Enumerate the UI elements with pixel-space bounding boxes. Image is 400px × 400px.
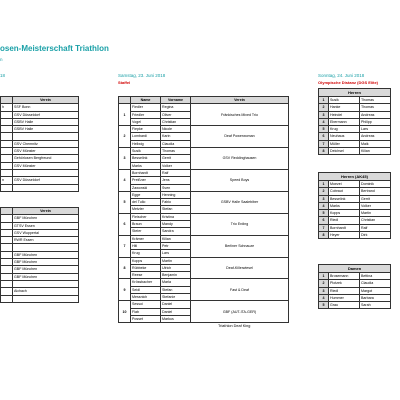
- team-number: 6: [119, 213, 131, 235]
- member-surname: Sessoi: [131, 301, 161, 308]
- athlete-surname: Riedl: [329, 217, 360, 224]
- team-club: Berliner Schnauze: [191, 235, 289, 257]
- left-date: 18: [0, 73, 6, 78]
- member-surname: Krössbacher: [131, 279, 161, 286]
- table-header-cell: [1, 97, 13, 104]
- team-club: Fränkisches Mixed Trio: [191, 104, 289, 126]
- table-row: [319, 148, 391, 155]
- start-number: 7: [319, 140, 329, 147]
- club-cell: [13, 280, 79, 287]
- table-row: [319, 287, 391, 294]
- table-row: [119, 279, 289, 286]
- member-firstname: Benjamin: [161, 272, 191, 279]
- club-cell: GSBV Halle: [13, 118, 79, 125]
- member-surname: Fleischer: [131, 213, 161, 220]
- team-club: Fast & Deaf: [191, 279, 289, 301]
- row-label-cell: [1, 288, 13, 295]
- member-surname: Hitl: [131, 242, 161, 249]
- club-cell: GSV Düsseldorf: [13, 177, 79, 184]
- row-label-cell: [1, 259, 13, 266]
- table-header-cell: Verein: [13, 208, 79, 215]
- table-row: [119, 191, 289, 198]
- start-number: 8: [319, 148, 329, 155]
- start-number: 3: [319, 287, 329, 294]
- table-header-cell: [119, 97, 131, 104]
- member-firstname: Stefan: [161, 286, 191, 293]
- start-number: 2: [319, 104, 329, 111]
- page-title: osen-Meisterschaft Triathlon: [0, 44, 109, 53]
- table-row: [1, 288, 79, 295]
- team-number: 8: [119, 257, 131, 279]
- table-row: [1, 280, 79, 287]
- start-number: 6: [319, 133, 329, 140]
- member-firstname: Karin: [161, 133, 191, 140]
- member-surname: Seidl: [131, 286, 161, 293]
- athlete-surname: Kopps: [329, 210, 360, 217]
- athlete-surname: Neuhaus: [329, 133, 360, 140]
- member-firstname: Lars: [161, 250, 191, 257]
- athlete-surname: Cobraut: [329, 188, 360, 195]
- club-cell: GBF München: [13, 215, 79, 222]
- row-label-cell: [1, 222, 13, 229]
- table-row: [1, 229, 79, 236]
- team-number: 1: [119, 104, 131, 126]
- table-row: [1, 251, 79, 258]
- member-firstname: Petr: [161, 242, 191, 249]
- club-cell: GSV Münster: [13, 148, 79, 155]
- left-table-2: [0, 207, 79, 303]
- table-row: [119, 126, 289, 133]
- row-label-cell: [1, 155, 13, 162]
- athlete-firstname: Barbara: [360, 294, 391, 301]
- row-label-cell: [1, 266, 13, 273]
- athlete-surname: Marks: [329, 202, 360, 209]
- row-label-cell: [1, 162, 13, 169]
- team-number: 4: [119, 169, 131, 191]
- member-surname: Egge: [131, 191, 161, 198]
- table-row: [319, 224, 391, 231]
- table-row: [1, 222, 79, 229]
- member-surname: Rübbeke: [131, 264, 161, 271]
- member-firstname: Claudia: [161, 140, 191, 147]
- athlete-firstname: Andreas: [360, 133, 391, 140]
- row-label-cell: [1, 237, 13, 244]
- member-firstname: Ralf: [161, 169, 191, 176]
- team-number: 9: [119, 279, 131, 301]
- member-firstname: Stefan: [161, 206, 191, 213]
- page-subtitle: n: [0, 57, 3, 62]
- table-row: [119, 104, 289, 111]
- mid-category: Staffel: [118, 80, 131, 85]
- athlete-firstname: Lars: [360, 126, 391, 133]
- table-row: [1, 140, 79, 147]
- row-label-cell: [1, 229, 13, 236]
- club-cell: RWR Essen: [13, 237, 79, 244]
- member-firstname: Jens: [161, 177, 191, 184]
- table-row: [1, 169, 79, 176]
- start-number: 1: [319, 181, 329, 188]
- member-firstname: Volker: [161, 162, 191, 169]
- start-number: 2: [319, 188, 329, 195]
- left-table-1: [0, 96, 79, 192]
- row-label-cell: [1, 126, 13, 133]
- team-club: Trio Erding: [191, 213, 289, 235]
- member-firstname: Kristina: [161, 213, 191, 220]
- table-row: [1, 118, 79, 125]
- table-row: [1, 177, 79, 184]
- table-row: [1, 133, 79, 140]
- table-row: [319, 273, 391, 280]
- start-number: 5: [319, 302, 329, 309]
- table-row: [1, 126, 79, 133]
- member-firstname: Oliver: [161, 111, 191, 118]
- member-surname: Krug: [131, 250, 161, 257]
- row-label-cell: [1, 148, 13, 155]
- table-row: [1, 259, 79, 266]
- team-number: 7: [119, 235, 131, 257]
- table-header-cell: Vorname: [161, 97, 191, 104]
- team-club: Deaf Powerwoman: [191, 126, 289, 148]
- table-row: [1, 111, 79, 118]
- start-number: 7: [319, 224, 329, 231]
- athlete-surname: Müller: [329, 140, 360, 147]
- table-row: [319, 202, 391, 209]
- table-row: [1, 295, 79, 302]
- club-cell: GBF München: [13, 259, 79, 266]
- table-header-row: [1, 97, 79, 104]
- member-firstname: Ulrich: [161, 264, 191, 271]
- row-label-cell: [1, 118, 13, 125]
- member-surname: Posset: [131, 315, 161, 322]
- member-firstname: Gerrit: [161, 155, 191, 162]
- team-club: GSV Reddinghausen: [191, 148, 289, 170]
- club-cell: GSBV Halle: [13, 126, 79, 133]
- athlete-firstname: Bettina: [360, 273, 391, 280]
- athlete-surname: Deichsel: [329, 148, 360, 155]
- club-cell: GTSV Essen: [13, 222, 79, 229]
- row-label-cell: [1, 140, 13, 147]
- table-row: [119, 213, 289, 220]
- club-cell: GSV Chemnitz: [13, 140, 79, 147]
- club-cell: GSV Wuppertal: [13, 229, 79, 236]
- athlete-surname: Hanke: [329, 104, 360, 111]
- table-row: [119, 257, 289, 264]
- athlete-firstname: Martin: [360, 210, 391, 217]
- athlete-firstname: Gerrit: [360, 195, 391, 202]
- table-header-row: [119, 97, 289, 104]
- athlete-firstname: Andreas: [360, 111, 391, 118]
- start-number: 4: [319, 118, 329, 125]
- member-firstname: Sven: [161, 184, 191, 191]
- row-label-cell: [1, 273, 13, 280]
- athlete-firstname: Dominik: [360, 181, 391, 188]
- row-label-cell: n: [1, 177, 13, 184]
- athlete-surname: Heyer: [329, 232, 360, 239]
- member-surname: Zawonski: [131, 184, 161, 191]
- club-cell: Aichach: [13, 288, 79, 295]
- club-cell: [13, 169, 79, 176]
- member-surname: Messnich: [131, 294, 161, 301]
- member-surname: Krämer: [131, 235, 161, 242]
- start-number: 1: [319, 97, 329, 104]
- club-cell: [13, 184, 79, 191]
- athlete-surname: Plotzek: [329, 280, 360, 287]
- member-surname: Besselink: [131, 155, 161, 162]
- athlete-firstname: Claudia: [360, 280, 391, 287]
- athlete-firstname: Margot: [360, 287, 391, 294]
- member-surname: Vogel: [131, 118, 161, 125]
- member-surname: Preißner: [131, 177, 161, 184]
- member-firstname: Sandra: [161, 228, 191, 235]
- member-firstname: Fabio: [161, 199, 191, 206]
- row-label-cell: [1, 169, 13, 176]
- table-row: [319, 140, 391, 147]
- athlete-firstname: Ralf: [360, 224, 391, 231]
- team-club: Deaf-Killerwiesel: [191, 257, 289, 279]
- row-label-cell: h: [1, 104, 13, 111]
- herren-ak-table: [318, 172, 391, 239]
- start-number: 5: [319, 126, 329, 133]
- start-number: 2: [319, 280, 329, 287]
- table-header-cell: [1, 208, 13, 215]
- start-number: 8: [319, 232, 329, 239]
- table-header-cell: Verein: [191, 97, 289, 104]
- member-surname: Marks: [131, 162, 161, 169]
- club-cell: GBF München: [13, 273, 79, 280]
- team-club: Speed Boys: [191, 169, 289, 191]
- member-firstname: Thomas: [161, 148, 191, 155]
- start-number: 5: [319, 210, 329, 217]
- member-firstname: Daniel: [161, 301, 191, 308]
- table-row: [319, 111, 391, 118]
- member-surname: Bornhardt: [131, 169, 161, 176]
- member-firstname: Mandy: [161, 221, 191, 228]
- table-row: [319, 217, 391, 224]
- member-firstname: Henning: [161, 191, 191, 198]
- team-club: GSBV Halle Saalebiber: [191, 191, 289, 213]
- mid-date: Samstag, 23. Juni 2018: [118, 73, 166, 78]
- start-number: 4: [319, 294, 329, 301]
- club-cell: GSV Münster: [13, 162, 79, 169]
- table-row: [1, 104, 79, 111]
- row-label-cell: [1, 184, 13, 191]
- member-surname: Fiedler: [131, 104, 161, 111]
- row-label-cell: [1, 244, 13, 251]
- athlete-surname: Moezei: [329, 181, 360, 188]
- row-label-cell: [1, 111, 13, 118]
- member-firstname: Marla: [161, 279, 191, 286]
- member-firstname: Regina: [161, 104, 191, 111]
- table-row: [1, 162, 79, 169]
- row-label-cell: [1, 251, 13, 258]
- member-firstname: Christian: [161, 118, 191, 125]
- member-surname: Lombardi: [131, 133, 161, 140]
- club-cell: SSF Bonn: [13, 104, 79, 111]
- table-row: [319, 133, 391, 140]
- club-cell: [13, 244, 79, 251]
- team-number: 2: [119, 126, 131, 148]
- club-cell: [13, 295, 79, 302]
- athlete-surname: Heindel: [329, 111, 360, 118]
- member-surname: Hellwig: [131, 140, 161, 147]
- member-firstname: Martin: [161, 257, 191, 264]
- table-row: [319, 210, 391, 217]
- right-date: Sonntag, 24. Juni 2018: [318, 73, 365, 78]
- table-row: [1, 215, 79, 222]
- relay-table: [118, 96, 289, 323]
- athlete-firstname: Bertrand: [360, 188, 391, 195]
- herren-title: Herren: [319, 89, 391, 97]
- table-row: [319, 294, 391, 301]
- athlete-surname: Susik: [329, 97, 360, 104]
- team-number: 10: [119, 301, 131, 323]
- athlete-firstname: Kilian: [360, 148, 391, 155]
- athlete-surname: Ebermann: [329, 118, 360, 125]
- member-firstname: Kilian: [161, 235, 191, 242]
- club-cell: GBF München: [13, 266, 79, 273]
- table-row: [1, 184, 79, 191]
- table-row: [319, 104, 391, 111]
- member-surname: Metzler: [131, 206, 161, 213]
- table-row: [1, 266, 79, 273]
- table-header-cell: Name: [131, 97, 161, 104]
- row-label-cell: [1, 133, 13, 140]
- herren-table: [318, 88, 391, 155]
- team-number: 5: [119, 191, 131, 213]
- team-club: GBF (AUT-ITA-GER): [191, 301, 289, 323]
- member-surname: Fiepke: [131, 126, 161, 133]
- club-cell: [13, 133, 79, 140]
- member-surname: Kopps: [131, 257, 161, 264]
- athlete-firstname: Maik: [360, 140, 391, 147]
- damen-table: [318, 264, 391, 309]
- row-label-cell: [1, 280, 13, 287]
- member-surname: Friedler: [131, 111, 161, 118]
- member-firstname: Stefanie: [161, 294, 191, 301]
- table-row: [319, 126, 391, 133]
- athlete-surname: Riedl: [329, 287, 360, 294]
- extra-club-label: Triathlon Deaf King: [218, 324, 251, 328]
- table-row: [1, 237, 79, 244]
- table-row: [319, 302, 391, 309]
- member-surname: Braun: [131, 221, 161, 228]
- member-firstname: Daniel: [161, 308, 191, 315]
- table-row: [1, 273, 79, 280]
- member-surname: del Tullo: [131, 199, 161, 206]
- table-row: [319, 118, 391, 125]
- athlete-firstname: Christian: [360, 217, 391, 224]
- team-number: 3: [119, 148, 131, 170]
- table-row: [1, 244, 79, 251]
- table-row: [119, 148, 289, 155]
- club-cell: GSV Düsseldorf: [13, 111, 79, 118]
- table-header-row: [1, 208, 79, 215]
- row-label-cell: [1, 295, 13, 302]
- table-row: [319, 188, 391, 195]
- table-row: [119, 235, 289, 242]
- athlete-firstname: Thomas: [360, 104, 391, 111]
- athlete-firstname: Philipp: [360, 118, 391, 125]
- athlete-surname: Krug: [329, 126, 360, 133]
- table-row: [1, 155, 79, 162]
- start-number: 3: [319, 195, 329, 202]
- table-row: [319, 181, 391, 188]
- damen-title: Damen: [319, 265, 391, 273]
- athlete-surname: Hummer: [329, 294, 360, 301]
- start-number: 6: [319, 217, 329, 224]
- athlete-surname: Brosemann: [329, 273, 360, 280]
- member-firstname: Markus: [161, 315, 191, 322]
- table-row: [319, 232, 391, 239]
- member-surname: Flab: [131, 308, 161, 315]
- table-row: [319, 280, 391, 287]
- start-number: 1: [319, 273, 329, 280]
- table-row: [119, 169, 289, 176]
- athlete-surname: Besselink: [329, 195, 360, 202]
- member-surname: Susik: [131, 148, 161, 155]
- table-row: [119, 301, 289, 308]
- table-row: [319, 97, 391, 104]
- athlete-firstname: Sarah: [360, 302, 391, 309]
- athlete-surname: Bornhardt: [329, 224, 360, 231]
- start-number: 3: [319, 111, 329, 118]
- athlete-firstname: Volker: [360, 202, 391, 209]
- start-number: 4: [319, 202, 329, 209]
- member-surname: Steier: [131, 228, 161, 235]
- table-header-cell: Verein: [13, 97, 79, 104]
- row-label-cell: [1, 215, 13, 222]
- herren-ak-title: Herren (AK45): [319, 173, 391, 181]
- club-cell: Gehörlosen Bergfreund: [13, 155, 79, 162]
- athlete-firstname: Thomas: [360, 97, 391, 104]
- member-surname: Reese: [131, 272, 161, 279]
- club-cell: GBF München: [13, 251, 79, 258]
- member-firstname: Nicole: [161, 126, 191, 133]
- right-category: Olympische Distanz (DGS Elite): [318, 80, 379, 85]
- athlete-firstname: Dirk: [360, 232, 391, 239]
- table-row: [1, 148, 79, 155]
- athlete-surname: Grau: [329, 302, 360, 309]
- table-row: [319, 195, 391, 202]
